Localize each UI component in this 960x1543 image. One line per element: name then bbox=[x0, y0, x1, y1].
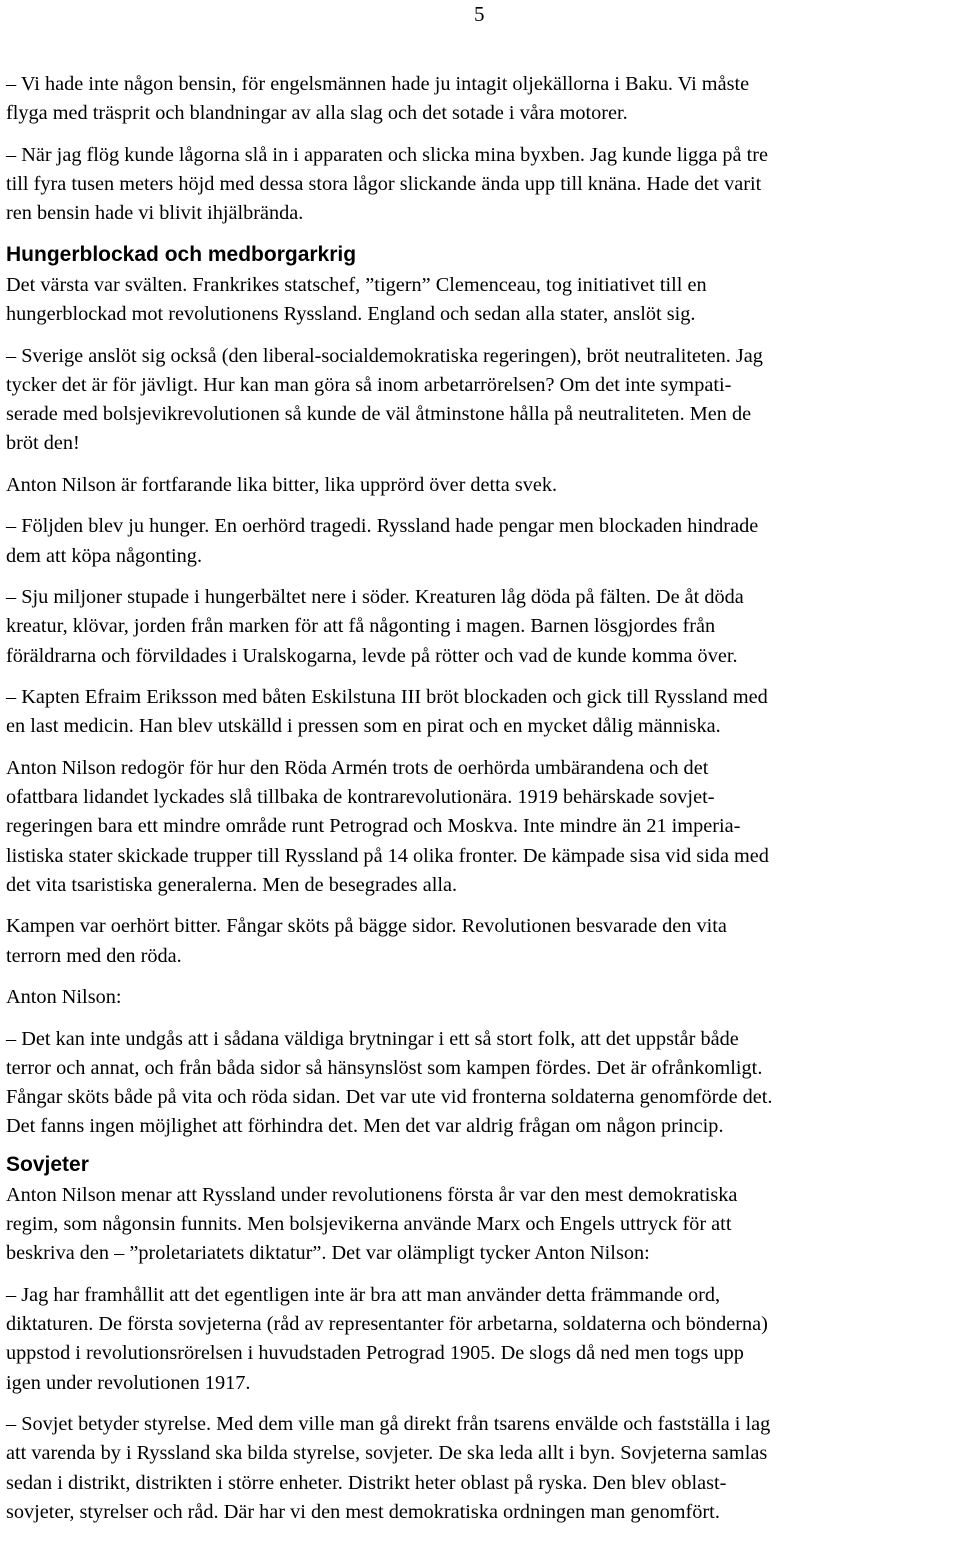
text-line: – Kapten Efraim Eriksson med båten Eskilstuna III bröt blockaden och gick till Ryssland med bbox=[6, 686, 768, 709]
paragraph bbox=[6, 342, 960, 459]
text-line: föräldrarna och förvildades i Uralskogarna, levde på rötter och vad de kunde komma över. bbox=[6, 644, 738, 667]
text-line: Fångar sköts både på vita och röda sidan. Det var ute vid fronterna soldaterna genomförde det. bbox=[6, 1086, 773, 1109]
text-line: – När jag flög kunde lågorna slå in i apparaten och slicka mina byxben. Jag kunde ligga på tre bbox=[6, 143, 768, 166]
text-line: en last medicin. Han blev utskälld i pressen som en pirat och en mycket dålig människa. bbox=[6, 715, 721, 738]
paragraph bbox=[6, 512, 960, 570]
text-line: sedan i distrikt, distrikten i större enheter. Distrikt heter oblast på ryska. Den blev oblast- bbox=[6, 1471, 727, 1494]
text-line: igen under revolutionen 1917. bbox=[6, 1371, 251, 1394]
paragraph bbox=[6, 583, 960, 671]
paragraph bbox=[6, 754, 960, 900]
text-line: dem att köpa någonting. bbox=[6, 544, 203, 567]
paragraph bbox=[6, 471, 960, 500]
text-line: terrorn med den röda. bbox=[6, 944, 182, 967]
text-line: Anton Nilson är fortfarande lika bitter, lika upprörd över detta svek. bbox=[6, 473, 558, 496]
paragraph bbox=[6, 983, 960, 1012]
text-line: ren bensin hade vi blivit ihjälbrända. bbox=[6, 202, 304, 225]
section-heading: Hungerblockad och medborgarkrig bbox=[6, 242, 357, 266]
text-line: – Vi hade inte någon bensin, för engelsmännen hade ju intagit oljekällorna i Baku. Vi måste bbox=[6, 73, 750, 95]
text-line: listiska stater skickade trupper till Ryssland på 14 olika fronter. De kämpade sisa vid sida med bbox=[6, 844, 769, 867]
document-body bbox=[6, 70, 960, 1539]
paragraph bbox=[6, 1181, 960, 1269]
text-line: att varenda by i Ryssland ska bilda styrelse, sovjeter. De ska leda allt i byn. Sovjeterna samlas bbox=[6, 1442, 768, 1465]
text-line: – Det kan inte undgås att i sådana väldiga brytningar i ett så stort folk, att det uppstår både bbox=[6, 1027, 739, 1050]
text-line: det vita tsaristiska generalerna. Men de besegrades alla. bbox=[6, 873, 458, 896]
text-line: – Sverige anslöt sig också (den liberal-socialdemokratiska regeringen), bröt neutraliteten. Jag bbox=[6, 344, 763, 367]
page-number: 5 bbox=[474, 2, 485, 26]
text-line: flyga med träsprit och blandningar av alla slag och det sotade i våra motorer. bbox=[6, 102, 628, 125]
text-line: Anton Nilson: bbox=[6, 986, 122, 1009]
text-line: regim, som någonsin funnits. Men bolsjevikerna använde Marx och Engels uttryck för att bbox=[6, 1213, 732, 1236]
text-line: regeringen bara ett mindre område runt Petrograd och Moskva. Inte mindre än 21 imperia- bbox=[6, 815, 741, 838]
text-line: serade med bolsjevikrevolutionen så kunde de väl åtminstone hålla på neutraliteten. Men de bbox=[6, 403, 752, 425]
paragraph bbox=[6, 1410, 960, 1527]
text-line: tycker det är för jävligt. Hur kan man göra så inom arbetarrörelsen? Om det inte sympati- bbox=[6, 373, 732, 396]
text-line: Det fanns ingen möjlighet att förhindra det. Men det var aldrig frågan om någon princip. bbox=[6, 1115, 724, 1138]
paragraph bbox=[6, 1025, 960, 1142]
text-line: kreatur, klövar, jorden från marken för att få någonting i magen. Barnen lösgjordes från bbox=[6, 615, 716, 638]
text-line: – Följden blev ju hunger. En oerhörd tragedi. Ryssland hade pengar men blockaden hindrade bbox=[6, 515, 759, 538]
text-line: ofattbara lidandet lyckades slå tillbaka de kontrarevolutionära. 1919 behärskade sovjet- bbox=[6, 786, 715, 809]
text-line: bröt den! bbox=[6, 432, 80, 455]
text-line: diktaturen. De första sovjeterna (råd av representanter för arbetarna, soldaterna och bönderna) bbox=[6, 1313, 768, 1336]
text-line: hungerblockad mot revolutionens Ryssland. England och sedan alla stater, anslöt sig. bbox=[6, 303, 696, 325]
text-line: – Jag har framhållit att det egentligen inte är bra att man använder detta främmande ord, bbox=[6, 1283, 721, 1306]
text-line: Kampen var oerhört bitter. Fångar sköts på bägge sidor. Revolutionen besvarade den vita bbox=[6, 915, 727, 938]
section-heading: Sovjeter bbox=[6, 1152, 89, 1176]
text-line: – Sju miljoner stupade i hungerbältet nere i söder. Kreaturen låg döda på fälten. De åt döda bbox=[6, 586, 744, 609]
text-line: till fyra tusen meters höjd med dessa stora lågor slickande ända upp till knäna. Hade det varit bbox=[6, 173, 762, 195]
text-line: terror och annat, och från båda sidor så hänsynslöst som kampen fördes. Det är ofrånkomligt. bbox=[6, 1056, 763, 1079]
paragraph bbox=[6, 70, 960, 128]
paragraph bbox=[6, 683, 960, 741]
paragraph bbox=[6, 912, 960, 970]
text-line: uppstod i revolutionsrörelsen i huvudstaden Petrograd 1905. De slogs då ned men togs upp bbox=[6, 1342, 744, 1365]
paragraph bbox=[6, 1281, 960, 1398]
paragraph bbox=[6, 271, 960, 329]
text-line: Det värsta var svälten. Frankrikes statschef, ”tigern” Clemenceau, tog initiativet till en bbox=[6, 273, 707, 296]
text-line: sovjeter, styrelser och råd. Där har vi den mest demokratiska ordningen man genomfört. bbox=[6, 1500, 720, 1523]
text-line: Anton Nilson redogör för hur den Röda Armén trots de oerhörda umbärandena och det bbox=[6, 756, 709, 779]
text-line: – Sovjet betyder styrelse. Med dem ville man gå direkt från tsarens envälde och fastställa i lag bbox=[6, 1413, 771, 1436]
text-line: beskriva den – ”proletariatets diktatur”. Det var olämpligt tycker Anton Nilson: bbox=[6, 1242, 650, 1265]
text-line: Anton Nilson menar att Ryssland under revolutionens första år var den mest demokratiska bbox=[6, 1183, 738, 1206]
paragraph bbox=[6, 141, 960, 229]
